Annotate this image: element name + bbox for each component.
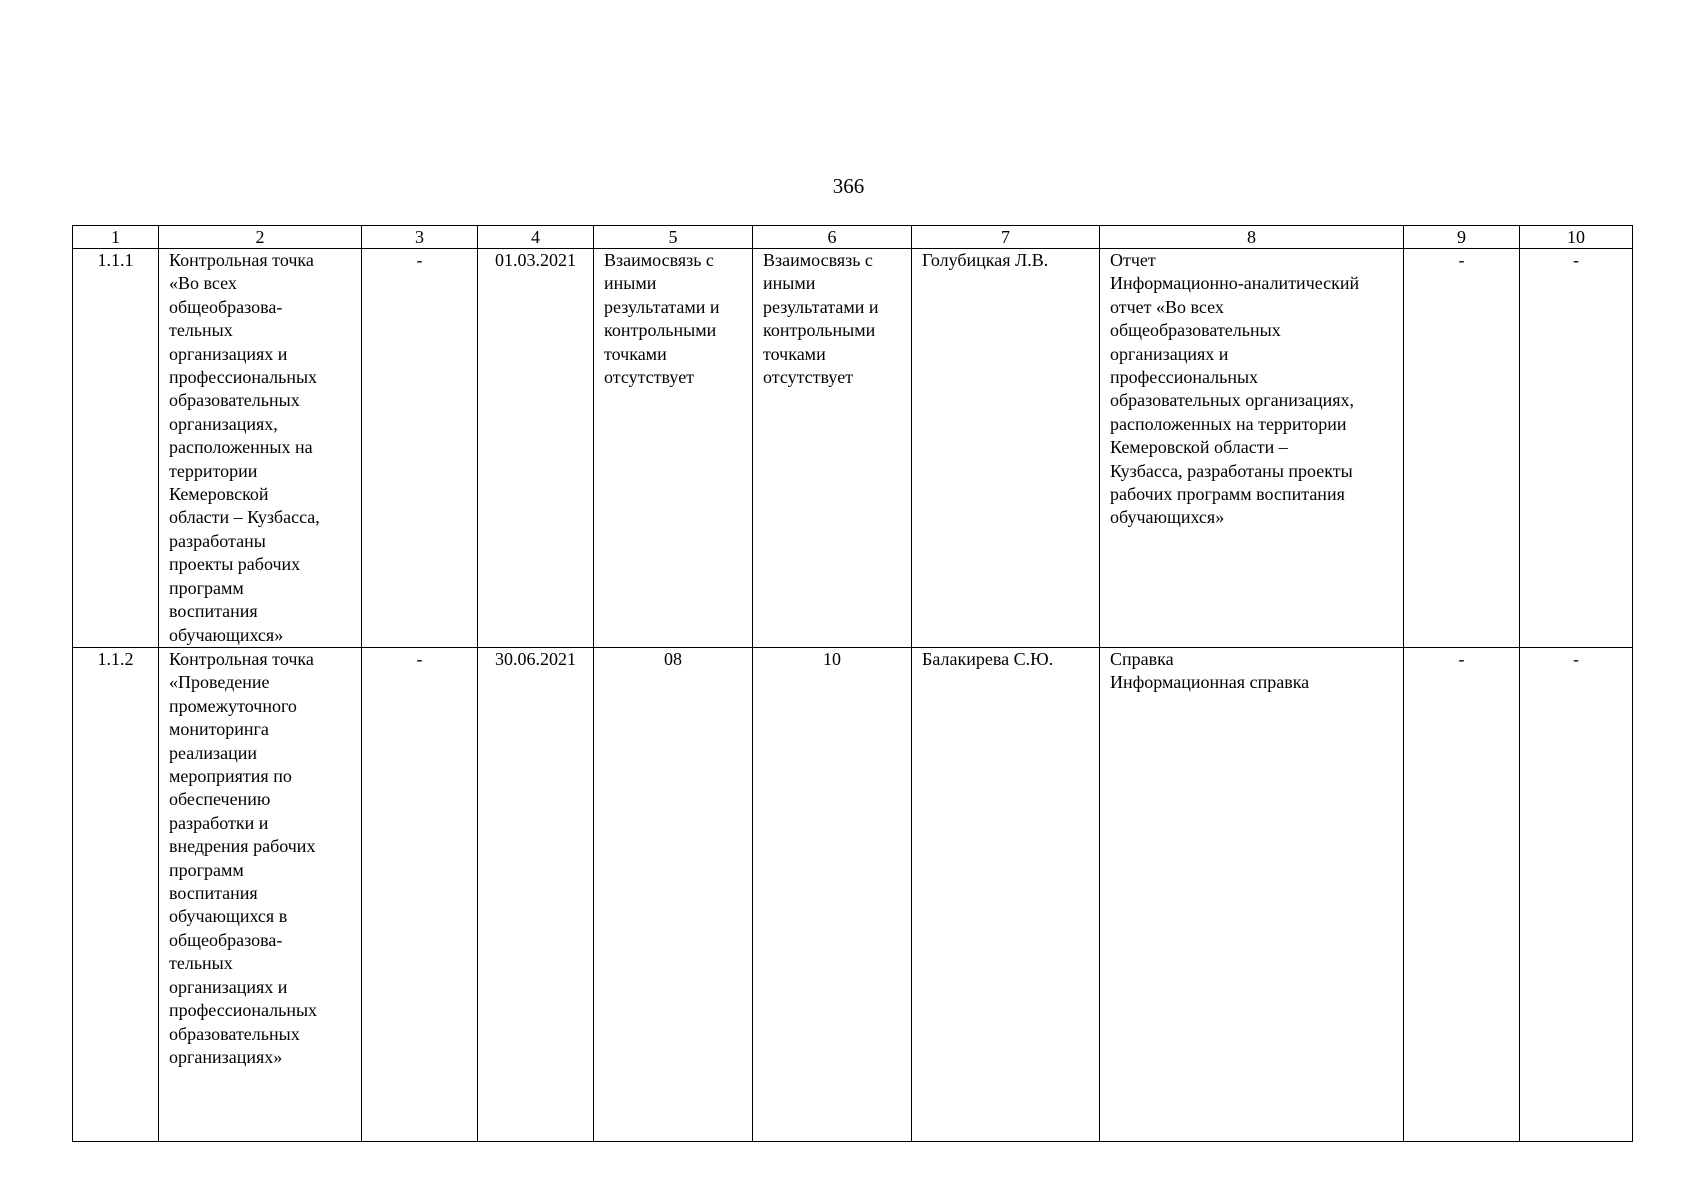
date-cell: 01.03.2021 (478, 249, 594, 648)
column-header: 5 (594, 226, 753, 249)
column-header: 3 (362, 226, 478, 249)
responsible-cell: Голубицкая Л.В. (912, 249, 1100, 648)
table-cell: - (1404, 249, 1520, 648)
table-row (73, 648, 1633, 1142)
document-type-cell: Отчет Информационно-аналитический отчет «Во всех общеобразовательных организациях и профессиональных образовательных организациях, расположенных на территории Кемеровской области – Кузбасса, разработаны проекты рабочих программ воспитания обучающихся» (1100, 249, 1404, 648)
column-header: 6 (753, 226, 912, 249)
table-cell: - (1520, 648, 1633, 1142)
relation-cell: Взаимосвязь с иными результатами и контрольными точками отсутствует (753, 249, 912, 648)
table-row (73, 249, 1633, 648)
column-header: 8 (1100, 226, 1404, 249)
page-number: 366 (832, 174, 865, 198)
responsible-cell: Балакирева С.Ю. (912, 648, 1100, 1142)
column-header: 1 (73, 226, 159, 249)
table-cell: - (362, 648, 478, 1142)
column-header: 7 (912, 226, 1100, 249)
table-cell: - (1520, 249, 1633, 648)
column-header: 4 (478, 226, 594, 249)
column-number-row (73, 226, 1633, 249)
row-number-cell: 1.1.2 (73, 648, 159, 1142)
row-number-cell: 1.1.1 (73, 249, 159, 648)
date-cell: 30.06.2021 (478, 648, 594, 1142)
relation-cell: 08 (594, 648, 753, 1142)
column-header: 2 (159, 226, 362, 249)
table-cell: - (362, 249, 478, 648)
control-point-name-cell: Контрольная точка «Во всех общеобразова- тельных организациях и профессиональных образовательных организациях, расположенных на территории Кемеровской области – Кузбасса, разработаны проекты рабочих программ воспитания обучающихся» (159, 249, 362, 648)
column-header: 10 (1520, 226, 1633, 249)
relation-cell: 10 (753, 648, 912, 1142)
control-point-name-cell: Контрольная точка «Проведение промежуточного мониторинга реализации мероприятия по обеспечению разработки и внедрения рабочих программ воспитания обучающихся в общеобразова- тельных организациях и профессиональных образовательных организациях» (159, 648, 362, 1142)
relation-cell: Взаимосвязь с иными результатами и контрольными точками отсутствует (594, 249, 753, 648)
table-cell: - (1404, 648, 1520, 1142)
column-header: 9 (1404, 226, 1520, 249)
control-points-table (72, 225, 1633, 1142)
document-type-cell: Справка Информационная справка (1100, 648, 1404, 1142)
